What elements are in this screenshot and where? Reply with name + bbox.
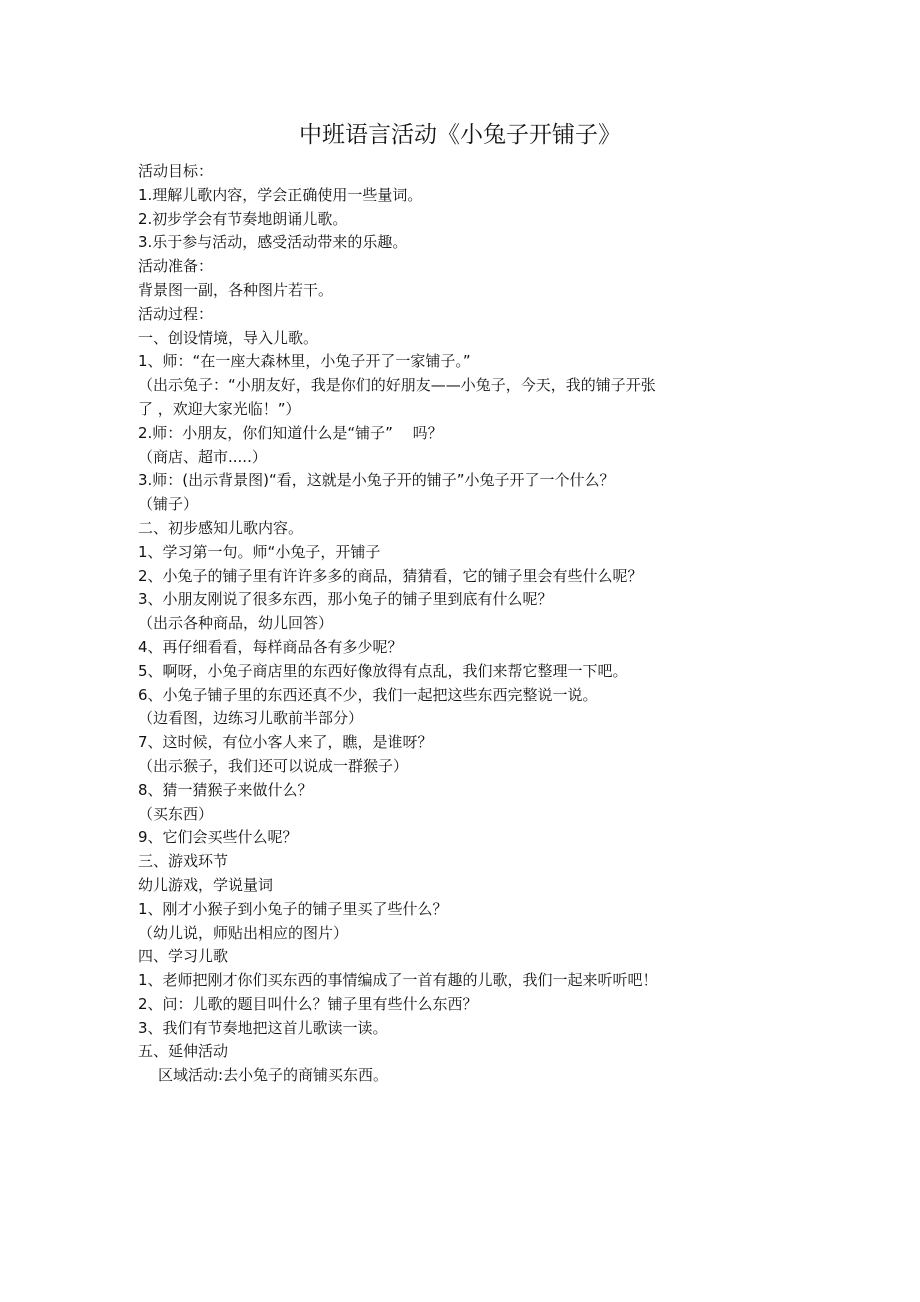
paragraph-line: （出示各种商品，幼儿回答）	[138, 614, 334, 633]
paragraph-line: 3、小朋友刚说了很多东西，那小兔子的铺子里到底有什么呢？	[138, 590, 553, 609]
step-heading: 二、初步感知儿歌内容。	[138, 518, 304, 537]
section-heading-goals: 活动目标：	[138, 162, 214, 180]
paragraph-line: （铺子）	[138, 495, 199, 514]
goal-item: 2.初步学会有节奏地朗诵儿歌。	[138, 209, 348, 228]
paragraph-line: 6、小兔子铺子里的东西还真不少，我们一起把这些东西完整说一说。	[138, 685, 598, 704]
paragraph-line: 2.师：小朋友，你们知道什么是“铺子” 吗？	[138, 423, 443, 442]
paragraph-line: 1、老师把刚才你们买东西的事情编成了一首有趣的儿歌，我们一起来听听吧！	[138, 971, 658, 990]
paragraph-line: （出示猴子，我们还可以说成一群猴子）	[138, 756, 409, 775]
paragraph-line: （幼儿说，师贴出相应的图片）	[138, 923, 349, 942]
paragraph-line: 3.师：(出示背景图)“看，这就是小兔子开的铺子”小兔子开了一个什么？	[138, 471, 615, 490]
paragraph-line: （商店、超市.....）	[138, 447, 267, 466]
step-heading: 五、延伸活动	[138, 1042, 229, 1061]
paragraph-line: 5、啊呀，小兔子商店里的东西好像放得有点乱，我们来帮它整理一下吧。	[138, 661, 628, 680]
step-heading: 一、创设情境，导入儿歌。	[138, 328, 319, 347]
paragraph-line: 了 ，欢迎大家光临！”）	[138, 399, 301, 418]
preparation-text: 背景图一副，各种图片若干。	[138, 280, 334, 299]
step-heading: 四、学习儿歌	[138, 947, 229, 966]
document-title: 中班语言活动《小兔子开铺子》	[299, 122, 621, 148]
paragraph-line: 2、问：儿歌的题目叫什么？铺子里有些什么东西？	[138, 994, 478, 1013]
paragraph-line: 8、猜一猜猴子来做什么？	[138, 780, 313, 799]
goal-item: 3.乐于参与活动，感受活动带来的乐趣。	[138, 233, 408, 252]
paragraph-line: 1、学习第一句。师“小兔子，开铺子	[138, 542, 381, 561]
paragraph-line: 2、小兔子的铺子里有许许多多的商品，猜猜看，它的铺子里会有些什么呢？	[138, 566, 643, 585]
paragraph-line: 1、师：“在一座大森林里，小兔子开了一家铺子。”	[138, 352, 471, 371]
section-heading-preparation: 活动准备：	[138, 257, 214, 276]
step-heading: 三、游戏环节	[138, 852, 229, 871]
paragraph-line: 幼儿游戏，学说量词	[138, 875, 274, 894]
paragraph-line: 1、刚才小猴子到小兔子的铺子里买了些什么？	[138, 899, 448, 918]
paragraph-line: （买东西）	[138, 804, 214, 823]
paragraph-line: 7、这时候，有位小客人来了，瞧，是谁呀？	[138, 733, 433, 752]
paragraph-line: 4、再仔细看看，每样商品各有多少呢？	[138, 637, 403, 656]
paragraph-line: （边看图，边练习儿歌前半部分）	[138, 709, 364, 728]
paragraph-line: 3、我们有节奏地把这首儿歌读一读。	[138, 1018, 388, 1037]
paragraph-line: 区域活动:去小兔子的商铺买东西。	[158, 1066, 389, 1085]
paragraph-line: 9、它们会买些什么呢？	[138, 828, 298, 847]
section-heading-process: 活动过程：	[138, 304, 214, 323]
goal-item: 1.理解儿歌内容，学会正确使用一些量词。	[138, 185, 423, 204]
document-body	[138, 160, 798, 1088]
paragraph-line: （出示兔子：“小朋友好，我是你们的好朋友——小兔子，今天，我的铺子开张	[138, 376, 656, 395]
